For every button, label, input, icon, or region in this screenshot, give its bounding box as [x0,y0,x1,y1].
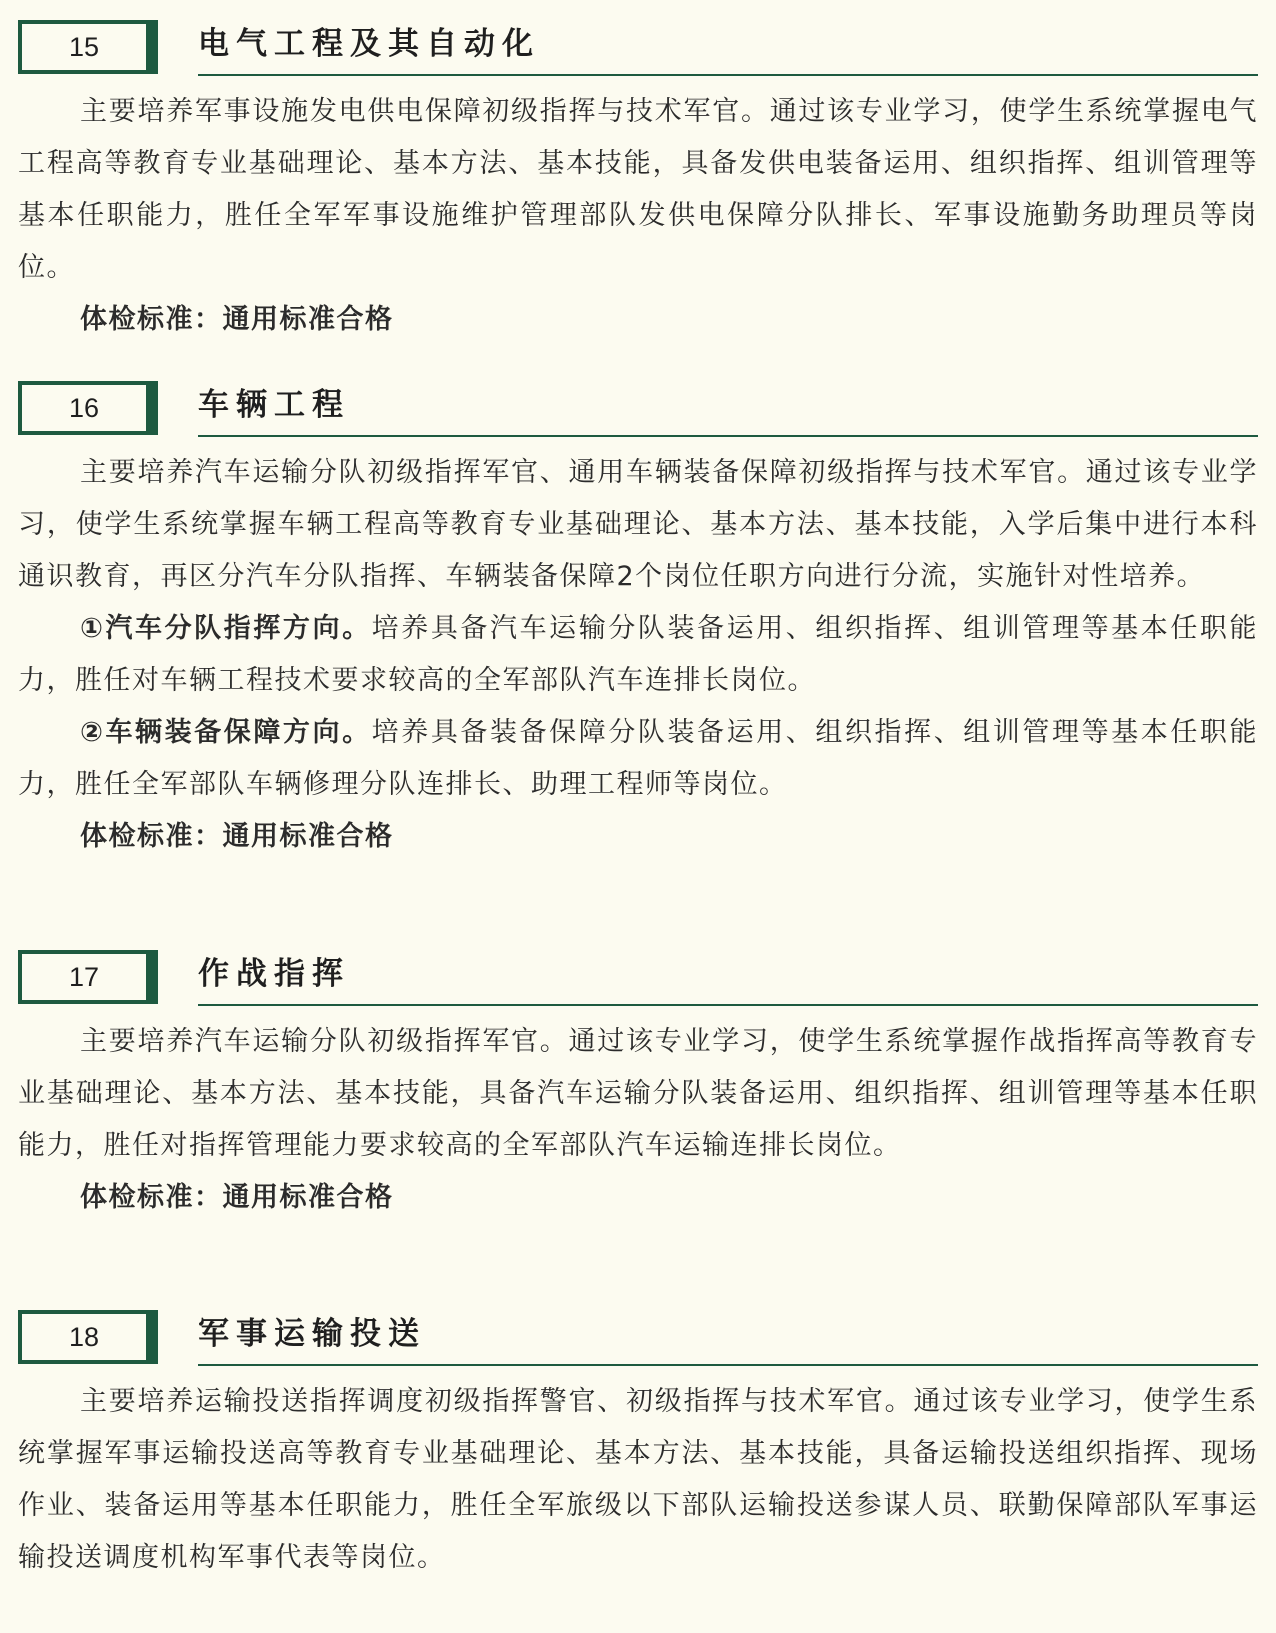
title-underline [198,435,1258,437]
section-number: 16 [18,381,158,435]
physical-exam-standard: 体检标准：通用标准合格 [80,821,394,852]
title-underline [198,1004,1258,1006]
major-section-15 [0,20,1276,346]
section-intro: 主要培养汽车运输分队初级指挥军官、通用车辆装备保障初级指挥与技术军官。通过该专业学习，使学生系统掌握车辆工程高等教育专业基础理论、基本方法、基本技能，入学后集中进行本科通识教育，再区分汽车分队指挥、车辆装备保障2个岗位任职方向进行分流，实施针对性培养。 [18,457,1258,592]
section-header [0,381,1276,447]
direction-text: 培养具备汽车运输分队装备运用、组织指挥、组训管理等基本任职能力，胜任对车辆工程技术要求较高的全军部队汽车连排长岗位。 [18,613,1258,696]
major-section-16 [0,381,1276,863]
section-number: 18 [18,1310,158,1364]
direction-name: ②车辆装备保障方向。 [80,717,372,748]
title-underline [198,1364,1258,1366]
physical-exam-standard: 体检标准：通用标准合格 [80,1182,394,1213]
section-intro: 主要培养军事设施发电供电保障初级指挥与技术军官。通过该专业学习，使学生系统掌握电气工程高等教育专业基础理论、基本方法、基本技能，具备发供电装备运用、组织指挥、组训管理等基本任职能力，胜任全军军事设施维护管理部队发供电保障分队排长、军事设施勤务助理员等岗位。 [18,96,1258,283]
section-title: 电气工程及其自动化 [198,26,540,62]
title-underline [198,74,1258,76]
section-intro: 主要培养汽车运输分队初级指挥军官。通过该专业学习，使学生系统掌握作战指挥高等教育专业基础理论、基本方法、基本技能，具备汽车运输分队装备运用、组织指挥、组训管理等基本任职能力，胜任对指挥管理能力要求较高的全军部队汽车运输连排长岗位。 [18,1026,1258,1161]
section-header [0,1310,1276,1376]
section-intro: 主要培养运输投送指挥调度初级指挥警官、初级指挥与技术军官。通过该专业学习，使学生系统掌握军事运输投送高等教育专业基础理论、基本方法、基本技能，具备运输投送组织指挥、现场作业、装备运用等基本任职能力，胜任全军旅级以下部队运输投送参谋人员、联勤保障部队军事运输投送调度机构军事代表等岗位。 [18,1386,1258,1573]
section-header [0,20,1276,86]
direction-item [18,707,1258,811]
section-title: 车辆工程 [198,387,350,423]
section-header [0,950,1276,1016]
major-section-17 [0,950,1276,1224]
section-title: 军事运输投送 [198,1316,426,1352]
physical-exam-standard: 体检标准：通用标准合格 [80,304,394,335]
direction-item [18,603,1258,707]
section-number: 17 [18,950,158,1004]
direction-name: ①汽车分队指挥方向。 [80,613,372,644]
major-section-18 [0,1310,1276,1584]
section-title: 作战指挥 [198,956,350,992]
section-number: 15 [18,20,158,74]
direction-text: 培养具备装备保障分队装备运用、组织指挥、组训管理等基本任职能力，胜任全军部队车辆修理分队连排长、助理工程师等岗位。 [18,717,1258,800]
